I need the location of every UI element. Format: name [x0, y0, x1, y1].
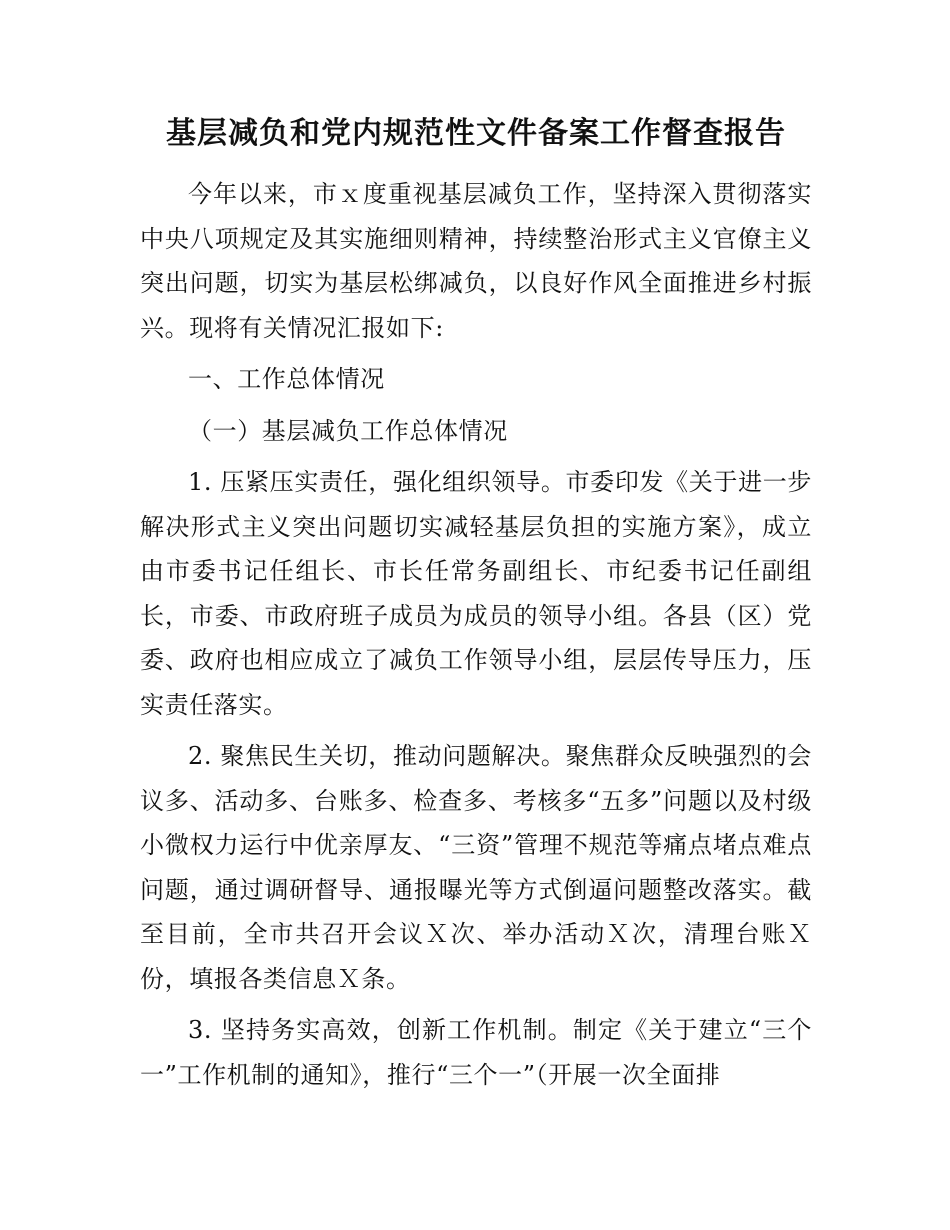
item-3-paragraph: 3. 坚持务实高效，创新工作机制。制定《关于建立“三个一”工作机制的通知》，推行“三个一”（开展一次全面排 [140, 1016, 812, 1089]
section-1-heading: 一、工作总体情况 [188, 365, 385, 393]
intro-paragraph: 今年以来，市ｘ度重视基层减负工作，坚持深入贯彻落实中央八项规定及其实施细则精神，持续整治形式主义官僚主义突出问题，切实为基层松绑减负，以良好作风全面推进乡村振兴。现将有关情况汇报如下: [140, 180, 812, 342]
document-title: 基层减负和党内规范性文件备案工作督查报告 [166, 116, 786, 151]
document-page [140, 110, 812, 1097]
subsection-1-heading: （一）基层减负工作总体情况 [188, 416, 508, 445]
item-2-paragraph: 2. 聚焦民生关切，推动问题解决。聚焦群众反映强烈的会议多、活动多、台账多、检查多、考核多“五多”问题以及村级小微权力运行中优亲厚友、“三资”管理不规范等痛点堵点难点问题，通过调研督导、通报曝光等方式倒逼问题整改落实。截至目前，全市共召开会议Ｘ次、举办活动Ｘ次，清理台账Ｘ份，填报各类信息Ｘ条。 [140, 742, 812, 993]
item-1-paragraph: 1. 压紧压实责任，强化组织领导。市委印发《关于进一步解决形式主义突出问题切实减轻基层负担的实施方案》，成立由市委书记任组长、市长任常务副组长、市纪委书记任副组长，市委、市政府班子成员为成员的领导小组。各县（区）党委、政府也相应成立了减负工作领导小组，层层传导压力，压实责任落实。 [140, 468, 812, 719]
